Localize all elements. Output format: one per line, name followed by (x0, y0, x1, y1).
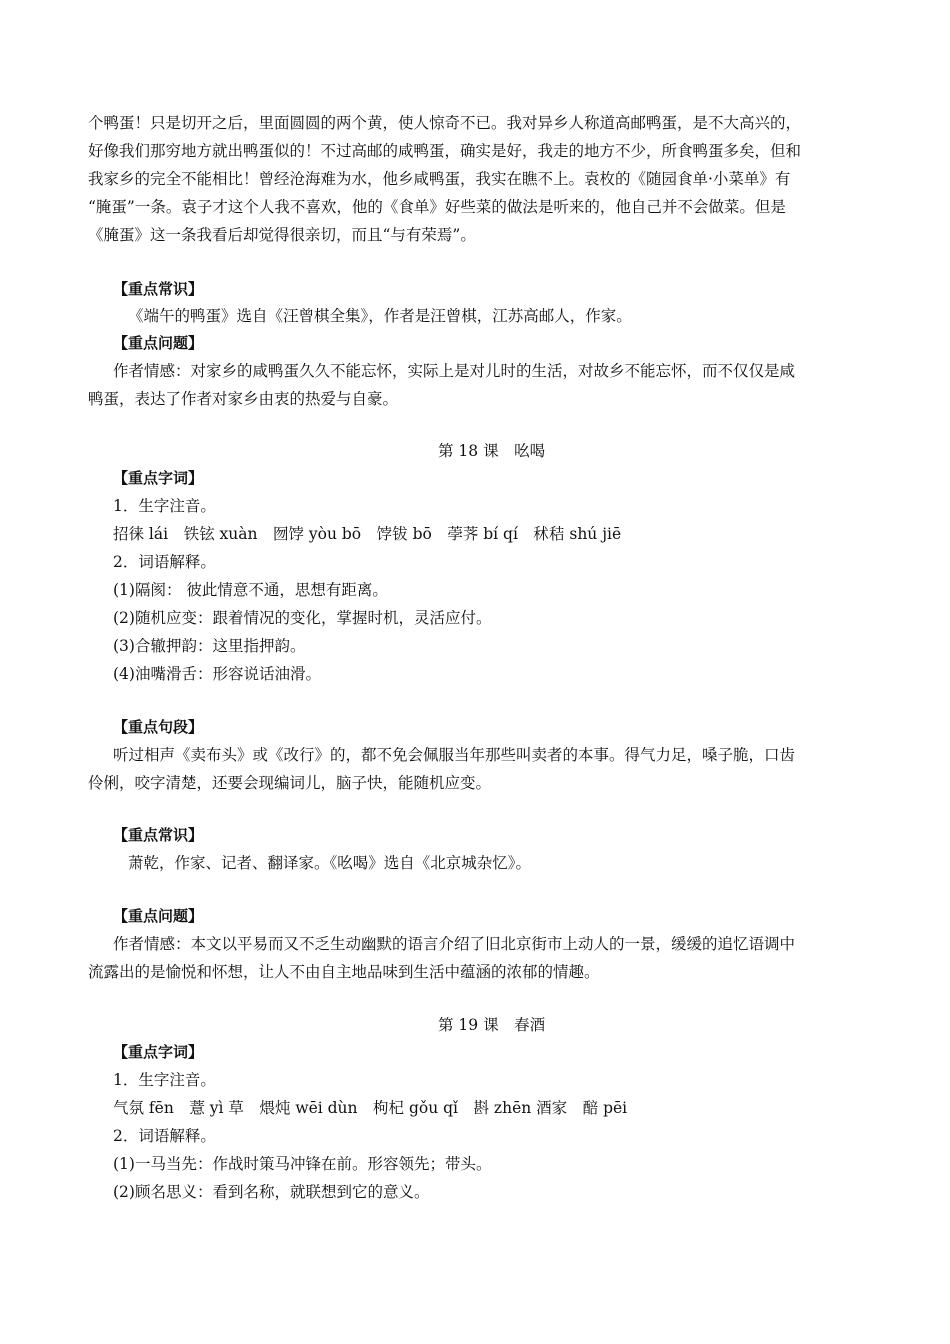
lesson18-title: 第 18 课 吆喝 (438, 442, 546, 460)
lesson18-def-1: (1)隔阂： 彼此情意不通，思想有距离。 (113, 581, 388, 599)
lesson18-pinyin: 招徕 lái 铁铉 xuàn 囫饽 yòu bō 饽钹 bō 荸荠 bí qí 秫秸 shú jiē (113, 525, 622, 543)
lesson18-juduan-heading: 【重点句段】 (113, 718, 204, 736)
lesson18-def-2: (2)随机应变：跟着情况的变化，掌握时机，灵活应付。 (113, 609, 492, 627)
lesson18-item-1: 1．生字注音。 (113, 497, 216, 515)
sec17-wenti-line-2: 鸭蛋，表达了作者对家乡由衷的热爱与自豪。 (88, 390, 399, 408)
lesson18-juduan-line-2: 伶俐，咬字清楚，还要会现编词儿，脑子快，能随机应变。 (88, 774, 492, 792)
lesson19-item-1: 1．生字注音。 (113, 1071, 216, 1089)
lesson18-changshi-text: 萧乾，作家、记者、翻译家。《吆喝》选自《北京城杂忆》。 (128, 854, 532, 872)
intro-line-1: 个鸭蛋！只是切开之后，里面圆圆的两个黄，使人惊奇不已。我对异乡人称道高邮鸭蛋，是不大高兴的， (88, 114, 802, 132)
lesson18-wenti-heading: 【重点问题】 (113, 907, 204, 925)
lesson18-def-3: (3)合辙押韵：这里指押韵。 (113, 637, 306, 655)
sec17-wenti-line-1: 作者情感：对家乡的咸鸭蛋久久不能忘怀，实际上是对儿时的生活，对故乡不能忘怀，而不仅仅是咸 (113, 362, 796, 380)
intro-line-4: “腌蛋”一条。袁子才这个人我不喜欢，他的《食单》好些菜的做法是听来的，他自己并不会做菜。但是 (88, 198, 786, 216)
sec17-changshi-heading: 【重点常识】 (113, 280, 204, 298)
intro-line-2: 好像我们那穷地方就出鸭蛋似的！不过高邮的咸鸭蛋，确实是好，我走的地方不少，所食鸭蛋多矣，但和 (88, 142, 802, 160)
lesson18-def-4: (4)油嘴滑舌：形容说话油滑。 (113, 665, 321, 683)
lesson19-def-2: (2)顾名思义：看到名称，就联想到它的意义。 (113, 1183, 430, 1201)
lesson18-wenti-line-1: 作者情感：本文以平易而又不乏生动幽默的语言介绍了旧北京街市上动人的一景，缓缓的追忆语调中 (113, 935, 796, 953)
sec17-changshi-text: 《端午的鸭蛋》选自《汪曾棋全集》，作者是汪曾棋，江苏高邮人，作家。 (128, 307, 632, 325)
sec17-wenti-heading: 【重点问题】 (113, 334, 204, 352)
lesson18-juduan-line-1: 听过相声《卖布头》或《改行》的，都不免会佩服当年那些叫卖者的本事。得气力足，嗓子脆，口齿 (113, 746, 796, 764)
lesson19-pinyin: 气氛 fēn 薏 yì 草 煨炖 wēi dùn 枸杞 gǒu qǐ 斟 zhēn 酒家 醅 pēi (113, 1099, 628, 1117)
lesson19-def-1: (1)一马当先：作战时策马冲锋在前。形容领先；带头。 (113, 1155, 492, 1173)
intro-line-5: 《腌蛋》这一条我看后却觉得很亲切，而且“与有荣焉”。 (88, 226, 476, 244)
lesson18-changshi-heading: 【重点常识】 (113, 826, 204, 844)
lesson19-zici-heading: 【重点字词】 (113, 1043, 204, 1061)
lesson18-item-2: 2．词语解释。 (113, 553, 216, 571)
intro-line-3: 我家乡的完全不能相比！曾经沧海难为水，他乡咸鸭蛋，我实在瞧不上。袁枚的《随园食单·小菜单》有 (88, 170, 791, 188)
lesson19-title: 第 19 课 春酒 (438, 1016, 546, 1034)
lesson18-zici-heading: 【重点字词】 (113, 469, 204, 487)
lesson18-wenti-line-2: 流露出的是愉悦和怀想，让人不由自主地品味到生活中蕴涵的浓郁的情趣。 (88, 963, 600, 981)
lesson19-item-2: 2．词语解释。 (113, 1127, 216, 1145)
